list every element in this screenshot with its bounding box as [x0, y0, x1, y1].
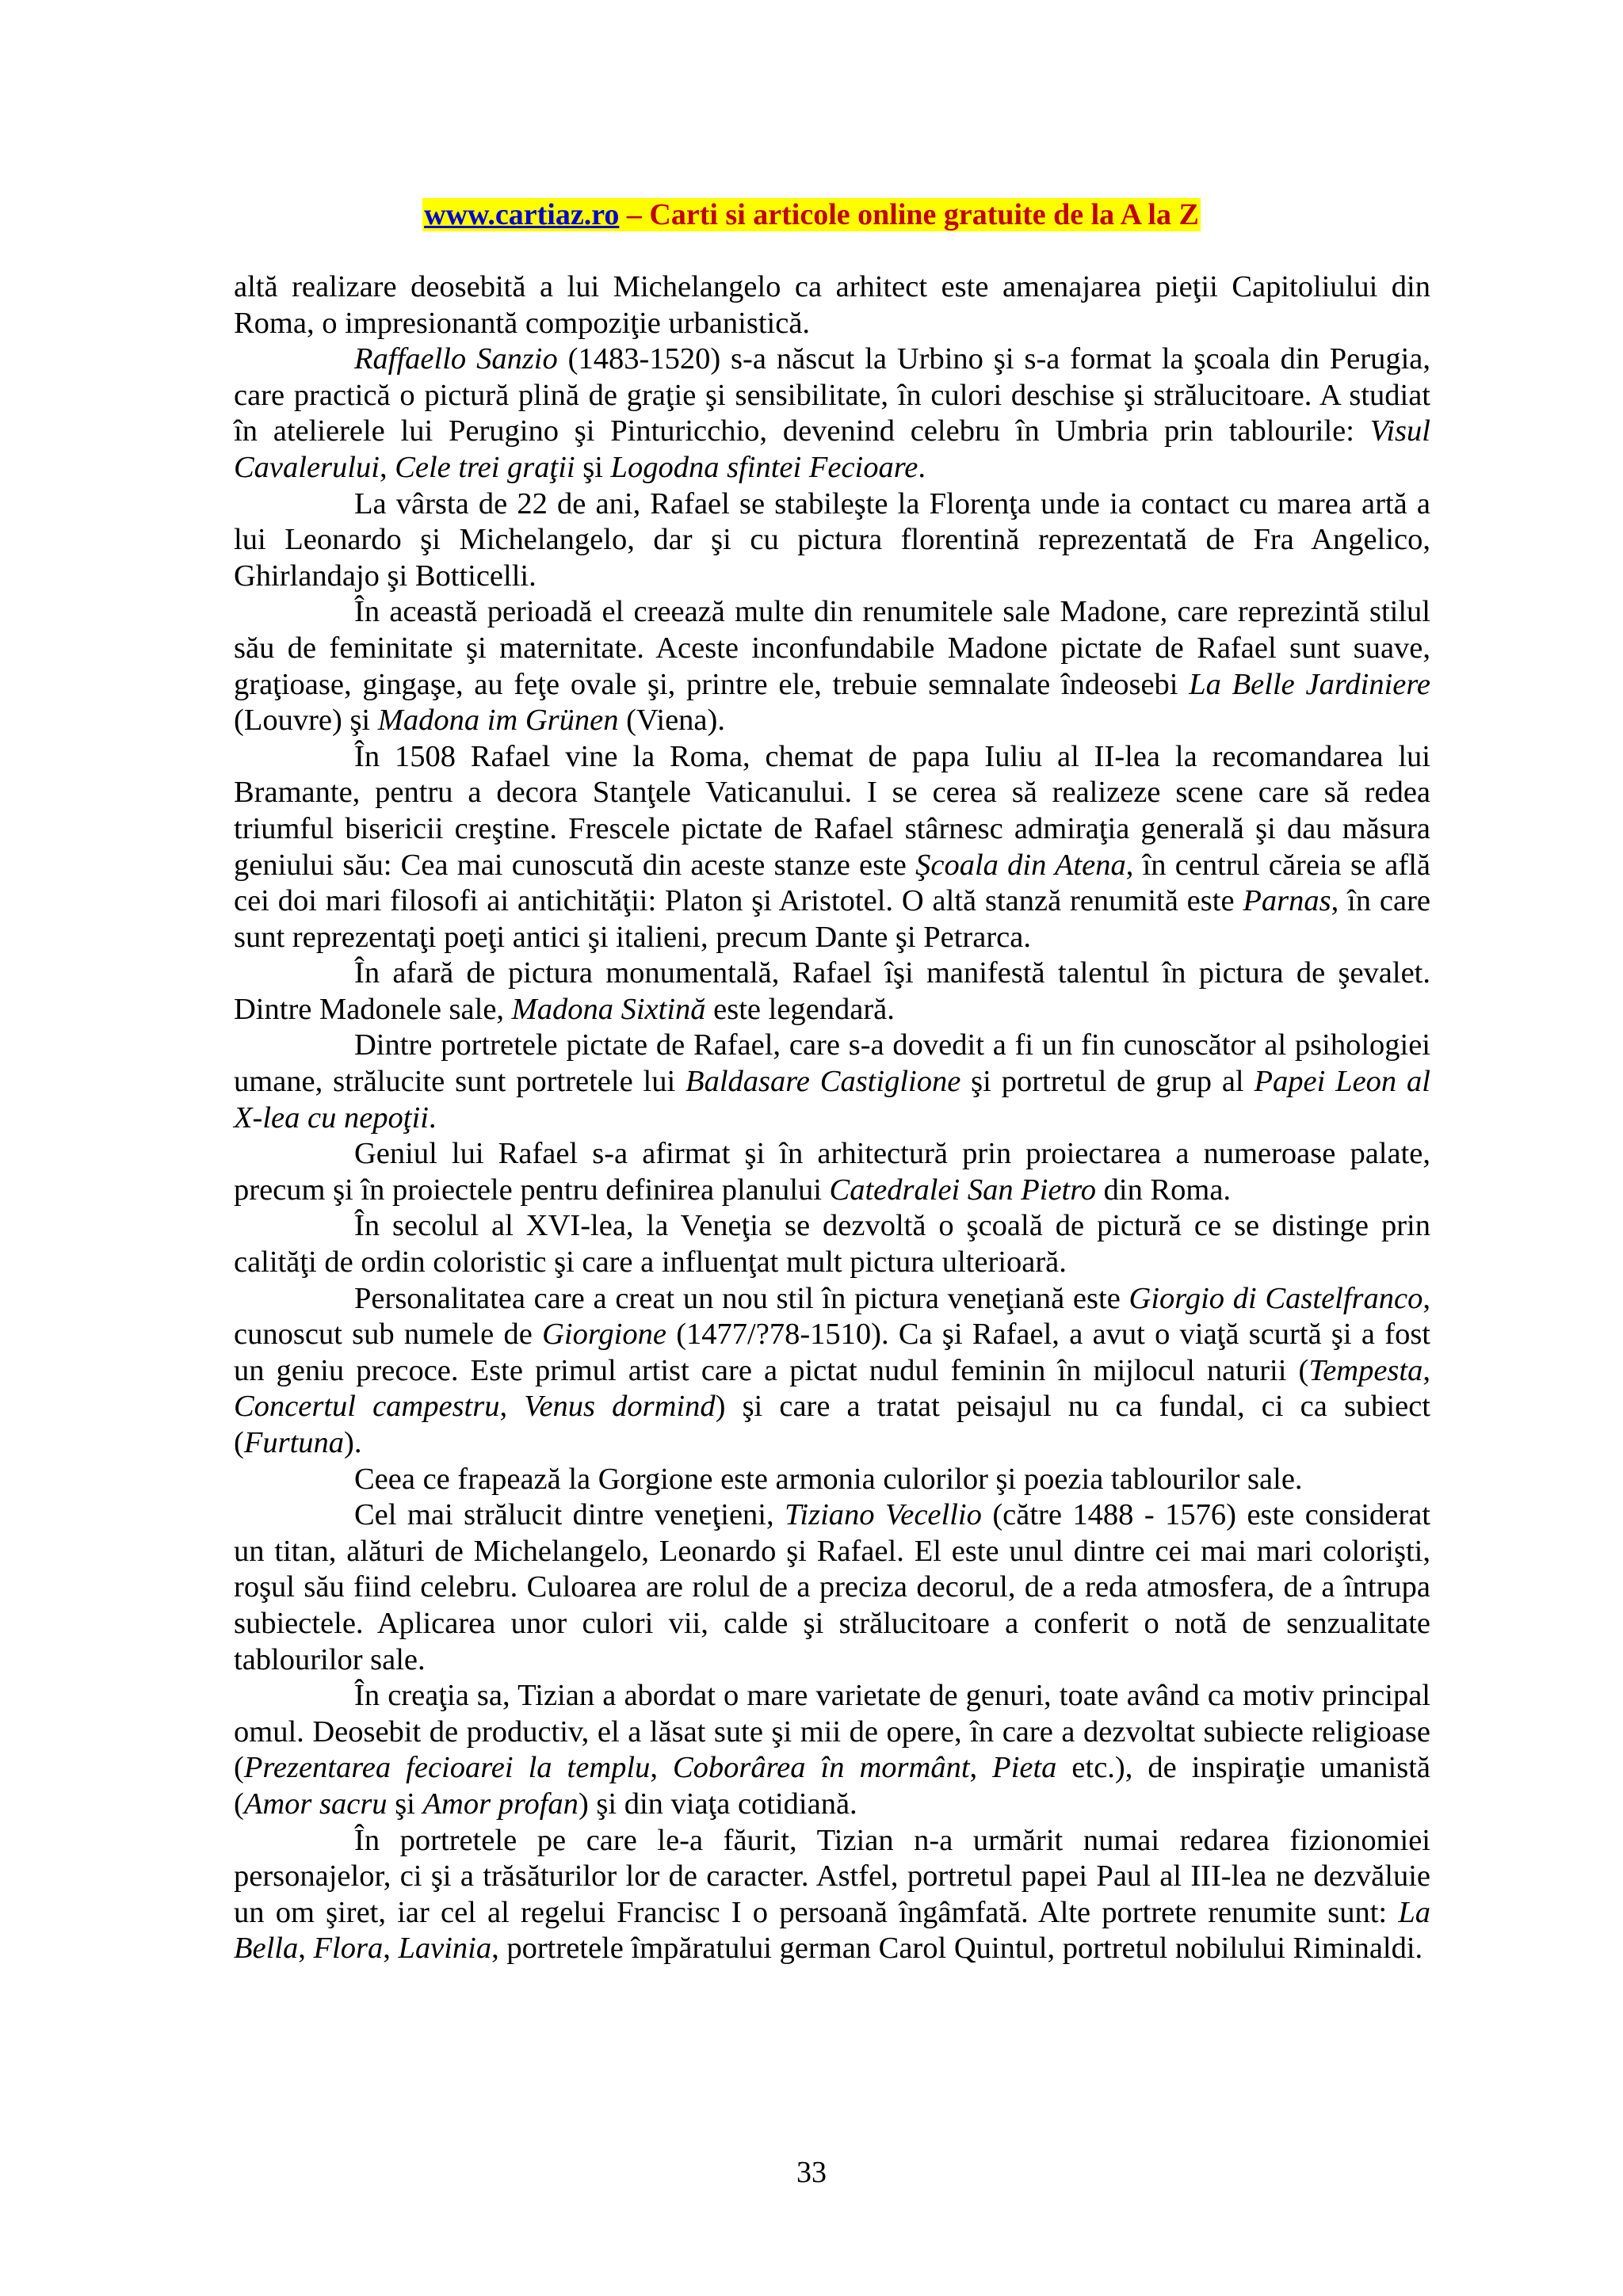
text-segment: şi portretul de grup al: [960, 1065, 1254, 1099]
text-segment: Dintre portretele pictate de Rafael, care s-a dovedit a fi un fin cunoscător al psihologiei umane, strălucite sunt portretele lui: [234, 1028, 1430, 1099]
italic-text: Şcoala din Atena: [915, 848, 1126, 882]
text-segment: etc.), de inspiraţie umanistă (: [234, 1751, 1431, 1821]
text-segment: În secolul al XVI-lea, la Veneţia se dezvoltă o şcoală de pictură ce se distinge prin calităţi de ordin coloristic şi care a influenţat mult pictura ulterioară.: [234, 1209, 1430, 1280]
header-tagline: – Carti si articole online gratuite de la A la Z: [619, 198, 1199, 231]
text-segment: În această perioadă el creează multe din renumitele sale Madone, care reprezintă stilul său de feminitate şi maternitate. Aceste inconfundabile Madone pictate de Rafael sunt suave, graţioase, gingaşe, au feţe ovale şi, printre ele, trebuie semnalate îndeosebi: [234, 595, 1430, 701]
italic-text: Papei Leon al X-lea cu nepoţii: [234, 1065, 1430, 1135]
italic-text: Logodna sfintei Fecioare: [610, 450, 918, 484]
text-segment: ,: [1423, 1353, 1430, 1387]
paragraph: [234, 269, 1430, 341]
text-segment: , portretele împăratului german Carol Quintul, portretul nobilului Riminaldi.: [491, 1932, 1423, 1966]
text-segment: şi: [575, 450, 611, 484]
text-segment: , cunoscut sub numele de: [234, 1281, 1430, 1352]
italic-text: Tempesta: [1308, 1353, 1423, 1387]
text-segment: (Viena).: [618, 704, 725, 738]
site-link[interactable]: www.cartiaz.ro: [424, 198, 620, 231]
italic-text: Lavinia: [398, 1932, 492, 1966]
text-segment: În portretele pe care le-a făurit, Tizian n-a urmărit numai redarea fizionomiei personajelor, ci şi a trăsăturilor lor de caracter. Astfel, portretul papei Paul al III-lea ne dezvăluie un om şiret, iar cel al regelui Francisc I o persoană îngâmfată. Alte portrete renumite sunt:: [234, 1823, 1430, 1929]
header-highlight: [422, 198, 1201, 231]
text-segment: (Louvre) şi: [234, 704, 378, 738]
paragraph: [234, 1281, 1430, 1462]
text-segment: La vârsta de 22 de ani, Rafael se stabileşte la Florenţa unde ia contact cu marea artă a lui Leonardo şi Michelangelo, dar şi cu pictura florentină reprezentată de Fra Angelico, Ghirlandajo şi Botticelli.: [234, 486, 1430, 593]
text-segment: ).: [344, 1426, 362, 1459]
italic-text: Concertul campestru: [234, 1390, 500, 1424]
text-segment: (1477/?78-1510). Ca şi Rafael, a avut o viaţă scurtă şi a fost un geniu precoce. Este primul artist care a pictat nudul feminin în mijlocul naturii (: [234, 1318, 1430, 1387]
italic-text: Flora: [313, 1932, 384, 1966]
text-segment: altă realizare deosebită a lui Michelangelo ca arhitect este amenajarea pieţii Capitoliului din Roma, o impresionantă compoziţie urbanistică.: [234, 270, 1430, 340]
text-segment: din Roma.: [1096, 1173, 1232, 1207]
text-segment: şi: [387, 1787, 423, 1821]
text-segment: .: [428, 1100, 437, 1135]
text-segment: , în centrul căreia se află cei doi mari filosofi ai antichităţii: Platon şi Aristotel. O altă stanză renumită este: [234, 848, 1430, 918]
italic-text: La Belle Jardiniere: [1189, 667, 1431, 701]
text-segment: Geniul lui Rafael s-a afirmat şi în arhitectură prin proiectarea a numeroase palate, precum şi în proiectele pentru definirea planului: [234, 1137, 1430, 1207]
text-segment: În creaţia sa, Tizian a abordat o mare varietate de genuri, toate având ca motiv principal omul. Deosebit de productiv, el a lăsat sute şi mii de opere, în care a dezvoltat subiecte religioase (: [234, 1679, 1430, 1785]
italic-text: Furtuna: [243, 1426, 345, 1459]
page-number: 33: [796, 2156, 827, 2189]
text-segment: ,: [383, 1932, 399, 1966]
paragraph: [234, 1028, 1430, 1136]
italic-text: Coborârea în mormânt: [672, 1751, 970, 1785]
text-segment: ,: [499, 1390, 525, 1424]
text-segment: ) şi din viaţa cotidiană.: [578, 1787, 857, 1821]
paragraph: [234, 486, 1430, 595]
italic-text: Catedralei San Pietro: [829, 1173, 1097, 1207]
paragraph: [234, 1823, 1430, 1967]
italic-text: Venus dormind: [524, 1390, 716, 1424]
italic-text: Amor sacru: [243, 1787, 388, 1821]
text-segment: În 1508 Rafael vine la Roma, chemat de papa Iuliu al II-lea la recomandarea lui Bramante, pentru a decora Stanţele Vaticanului. I se cerea să realizeze scene care să redea triumful bisericii creştine. Frescele pictate de Rafael stârnesc admiraţia generală şi dau măsura geniului său: Cea mai cunoscută din aceste stanze este: [234, 739, 1430, 882]
text-segment: Cel mai strălucit dintre veneţieni,: [354, 1498, 785, 1532]
text-segment: În afară de pictura monumentală, Rafael îşi manifestă talentul în pictura de şevalet. Dintre Madonele sale,: [234, 956, 1430, 1026]
text-segment: ) şi care a tratat peisajul nu ca fundal, ci ca subiect (: [234, 1390, 1430, 1459]
italic-text: Parnas: [1243, 884, 1331, 918]
paragraph: [234, 739, 1430, 956]
text-segment: ,: [650, 1751, 673, 1785]
italic-text: Cele trei graţii: [395, 450, 575, 484]
text-segment: .: [918, 450, 926, 484]
paragraph: [234, 955, 1430, 1028]
paragraph: [234, 1136, 1430, 1208]
italic-text: Giorgione: [542, 1318, 666, 1352]
paragraph: [234, 341, 1430, 486]
page-header: [0, 193, 1623, 236]
paragraph: [234, 594, 1430, 738]
text-segment: ,: [969, 1751, 993, 1785]
paragraph: [234, 1497, 1430, 1678]
italic-text: Giorgio di Castelfranco: [1128, 1281, 1423, 1315]
body-text: [234, 269, 1430, 1967]
italic-text: Pieta: [992, 1751, 1057, 1785]
italic-text: Visul Cavalerului: [234, 414, 1430, 484]
italic-text: Madona Sixtină: [511, 992, 706, 1026]
italic-text: La Bella: [234, 1895, 1430, 1966]
paragraph: [234, 1208, 1430, 1280]
text-segment: (1483-1520) s-a născut la Urbino şi s-a format la şcoala din Perugia, care practică o pictură plină de graţie şi sensibilitate, în culori deschise şi strălucitoare. A studiat în atelierele lui Perugino şi Pinturicchio, devenind celebru în Umbria prin tablourile:: [234, 342, 1430, 448]
text-segment: (către 1488 - 1576) este considerat un titan, alături de Michelangelo, Leonardo şi Rafael. El este unul dintre cei mai mari colorişti, roşul său fiind celebru. Culoarea are rolul de a preciza decorul, de a reda atmosfera, de a întrupa subiectele. Aplicarea unor culori vii, calde şi strălucitoare a conferit o notă de senzualitate tablourilor sale.: [234, 1498, 1430, 1676]
text-segment: ,: [379, 450, 395, 484]
italic-text: Tiziano Vecellio: [785, 1498, 982, 1532]
italic-text: Amor profan: [422, 1787, 579, 1821]
text-segment: ,: [298, 1932, 314, 1966]
text-segment: Personalitatea care a creat un nou stil în pictura veneţiană este: [354, 1281, 1129, 1315]
paragraph: [234, 1678, 1430, 1822]
text-segment: Ceea ce frapează la Gorgione este armonia culorilor şi poezia tablourilor sale.: [354, 1462, 1303, 1496]
text-segment: este legendară.: [705, 992, 895, 1026]
text-segment: , în care sunt reprezentaţi poeţi antici şi italieni, precum Dante şi Petrarca.: [234, 884, 1430, 954]
paragraph: [234, 1462, 1430, 1498]
italic-text: Madona im Grünen: [377, 704, 619, 738]
italic-text: Baldasare Castiglione: [685, 1065, 961, 1099]
italic-text: Raffaello Sanzio: [354, 342, 558, 376]
italic-text: Prezentarea fecioarei la templu: [243, 1751, 651, 1785]
